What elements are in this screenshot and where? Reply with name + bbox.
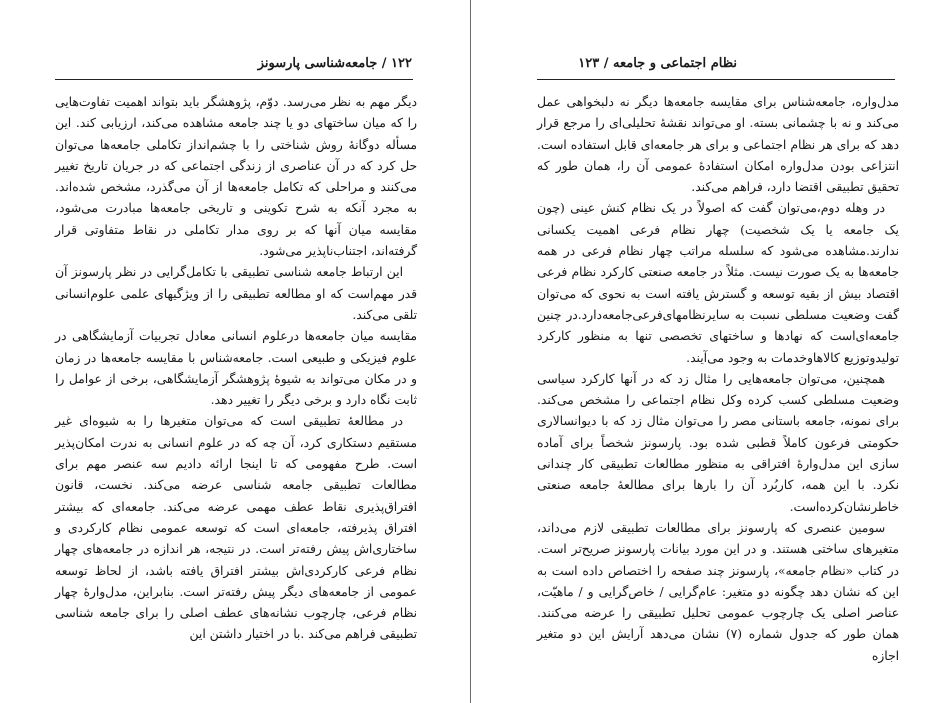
left-running-header: ۱۲۲ / جامعه‌شناسی پارسونز: [257, 56, 412, 71]
right-header-rule: [537, 79, 895, 80]
left-page: [0, 0, 472, 703]
right-paragraph-1: مدل‌واره، جامعه‌شناس برای مقایسه جامعه‌ها دیگر نه دلبخواهی عمل می‌کند و نه با چشمانی بسته. او می‌تواند نقشهٔ تحلیلی‌ای را مرجع قرار دهد که برای هر نظام اجتماعی و برای هر جامعه‌ای قابل استفاده است. انتزاعی بودن مدل‌واره امکان استفادهٔ عمومی آن را، همان طور که تحقیق تطبیقی اقتضا دارد، فراهم می‌کند.: [537, 95, 899, 195]
right-paragraph-4: سومین عنصری که پارسونز برای مطالعات تطبیقی لازم می‌داند، متغیرهای ساختی هستند. و در این مورد بیانات پارسونز صریح‌تر است. در کتاب «نظام جامعه»، پارسونز چند صفحه را اختصاص داده است به این که نشان دهد چگونه دو متغیر: عام‌گرایی / خاص‌گرایی و / ماهیّت، عناصر اصلی یک چارچوب عمومی تحلیل تطبیقی را عرضه می‌کنند. همان طور که جدول شماره (۷) نشان می‌دهد آرایش این دو متغیر اجازه: [537, 520, 899, 663]
left-paragraph-2: این ارتباط جامعه شناسی تطبیقی با تکامل‌گرایی در نظر پارسونز آن قدر مهم‌است که او مطالعه تطبیقی را از ویژگیهای علمی علوم‌انسانی تلقی می‌کند.: [55, 265, 417, 322]
right-body-text: [537, 92, 899, 667]
left-paragraph-4: در مطالعهٔ تطبیقی است که می‌توان متغیرها را به شیوه‌ای غیر مستقیم دستکاری کرد، آن چه که در علوم انسانی به ندرت امکان‌پذیر است. طرح مفهومی که تا اینجا ارائه دادیم سه عنصر مهم برای مطالعات تطبیقی جامعه شناسی عرضه می‌کند. نخست، قانون افتراق‌پذیری نقاط عطف مهمی عرضه می‌کند. جامعه‌ای که بیشتر افتراق پذیرفته، جامعه‌ای است که توسعه عمومی نظام کارکردی و ساختاری‌اش پیش رفته‌تر است. در نتیجه، هر اندازه در جامعه‌های چهار نظام فرعی کارکردی‌اش بیشتر افتراق یافته باشد، از لحاظ توسعه عمومی از جامعه‌های دیگر پیش رفته‌تر است. بنابراین، مدل‌وارهٔ چهار نظام فرعی، چارچوب نشانه‌های عطف اصلی را برای جامعه شناسی تطبیقی فراهم می‌کند .با در اختیار داشتن این: [55, 414, 417, 642]
right-running-header: نظام اجتماعی و جامعه / ۱۲۳: [578, 56, 737, 71]
gutter-line-left: [470, 0, 471, 703]
right-paragraph-3: همچنین، می‌توان جامعه‌هایی را مثال زد که در آنها کارکرد سیاسی وضعیت مسلطی کسب کرده وکل نظام اجتماعی را مشخص می‌کند. برای نمونه، جامعه باستانی مصر را می‌توان مثال زد که با دیوانسالاری حکومتی فرعون کاملاً قطبی شده بود. پارسونز شخصاً برای آماده سازی این مدل‌وارهٔ افتراقی به منظور مطالعات تطبیقی کار چندانی نکرد. با این همه، کاربُرد آن را بارها برای مطالعهٔ جامعه صنعتی خاطرنشان‌کرده‌است.: [537, 371, 899, 514]
left-paragraph-1: دیگر مهم به نظر می‌رسد. دوّم، پژوهشگر باید بتواند اهمیت تفاوت‌هایی را که میان ساختهای دو یا چند جامعه مشاهده می‌کند، ارزیابی کند. این مسأله دوگانهٔ روش شناختی را با چشم‌انداز تکاملی جامعه‌ها می‌توان حل کرد که در آن عناصری از زندگی اجتماعی که در جریان تاریخ تغییر می‌کنند و مراحلی که تکامل جامعه‌ها از آن می‌گذرد، مشخص شده‌اند. به مجرد آنکه به شرح تکوینی و تاریخی جامعه‌ها مبادرت می‌شود، مقایسه میان آنها که بر روی مدار تکاملی در نقاط متفاوتی قرار گرفته‌اند، اجتناب‌ناپذیر می‌شود.: [55, 95, 417, 259]
left-paragraph-3: مقایسه میان جامعه‌ها درعلوم انسانی معادل تجربیات آزمایشگاهی در علوم فیزیکی و طبیعی است. جامعه‌شناس با مقایسه جامعه‌ها در زمان و در مکان می‌تواند به شیوهٔ پژوهشگر آزمایشگاهی، برخی از عوامل را ثابت نگاه دارد و برخی دیگر را تغییر دهد.: [55, 329, 417, 408]
right-paragraph-2: در وهله دوم،می‌توان گفت که اصولاً در یک نظام کنش عینی (چون یک جامعه یا یک شخصیت) چهار نظام فرعی اهمیت یکسانی ندارند.مشاهده می‌شود که سلسله مراتب چهار نظام فرعی در همه جامعه‌ها به یک صورت نیست. مثلاً در جامعه صنعتی کارکرد نظام فرعی اقتصاد بیش از بقیه توسعه و گسترش یافته است به نحوی که می‌توان گفت وضعیت مسلطی نسبت به سایرنظامهای‌فرعی‌جامعه‌دارد.در چنین جامعه‌ای‌است که نهادها و ساختهای تخصصی تنها به منظور کارکرد تولیدوتوزیع کالاهاوخدمات به وجود می‌آیند.: [537, 201, 899, 365]
right-page: [474, 0, 945, 703]
left-body-text: [55, 92, 417, 646]
left-header-rule: [55, 79, 413, 80]
